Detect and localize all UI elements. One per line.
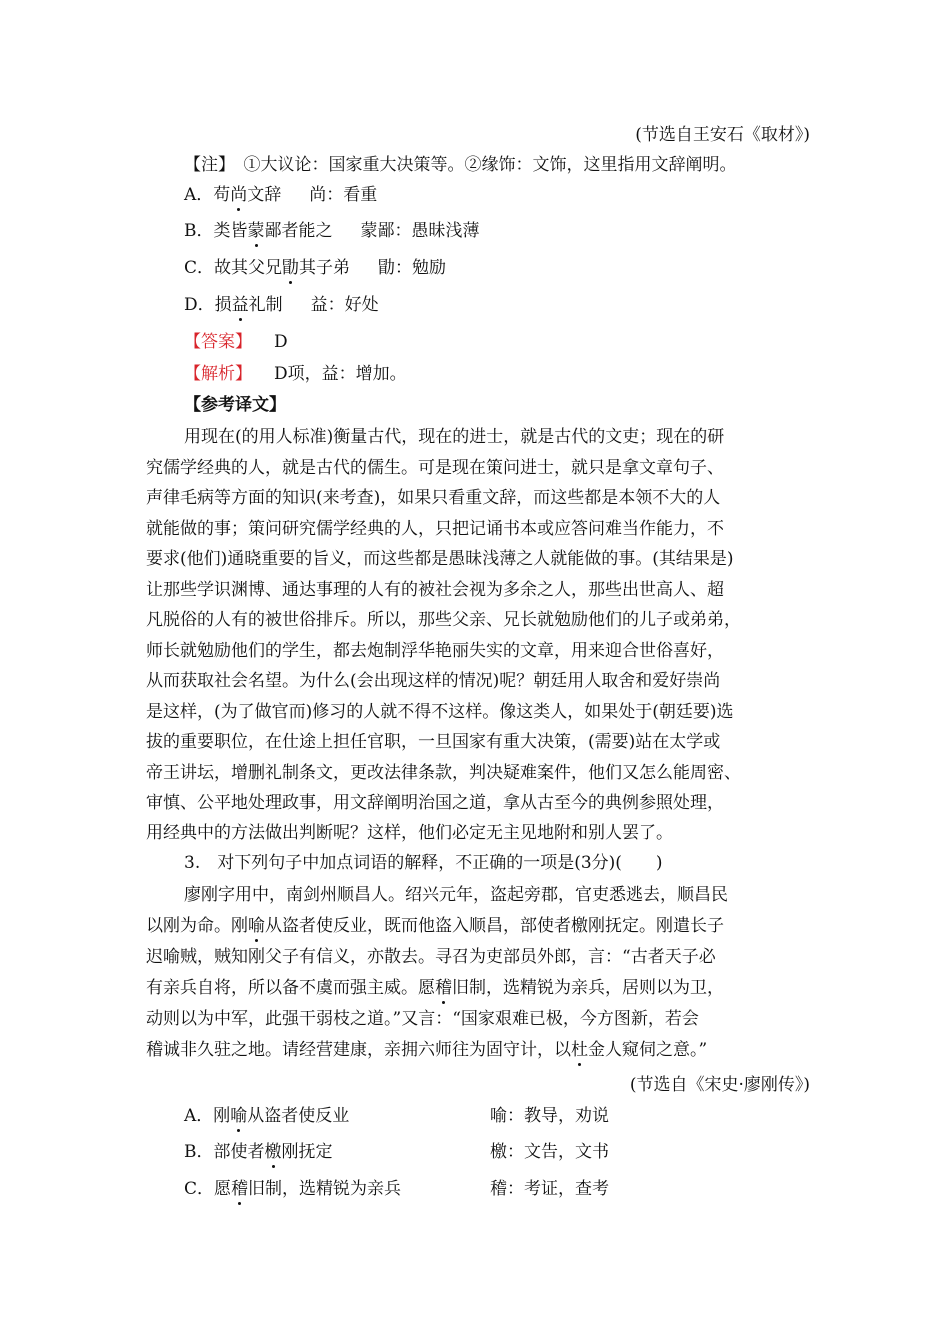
gloss: 喻：教导，劝说 xyxy=(490,1106,609,1126)
dotted-char: 檄 xyxy=(264,1142,282,1162)
translation-line: 用经典中的方法做出判断呢？这样，他们必定无主见地附和别人罢了。 xyxy=(146,823,673,843)
passage-line: 稽诚非久驻之地。请经营建康，亲拥六师往为固守计，以杜金人窥伺之意。” xyxy=(146,1040,708,1060)
passage-line: 动则以为中军，此强干弱枝之道。”又言：“国家艰难已极，今方图新，若会 xyxy=(146,1009,699,1029)
answer-value: D xyxy=(274,332,288,352)
q3-option-c: C．愿稽旧制，选精锐为亲兵 稽：考证，查考 xyxy=(184,1179,609,1199)
translation-heading: 【参考译文】 xyxy=(184,395,286,415)
translation-line: 用现在(的用人标准)衡量古代，现在的进士，就是古代的文吏；现在的研 xyxy=(184,427,725,447)
translation-line: 是这样，(为了做官而)修习的人就不得不这样。像这类人，如果处于(朝廷要)选 xyxy=(146,702,734,722)
dotted-char: 喻 xyxy=(230,1106,248,1126)
dotted-char: 杜 xyxy=(571,1040,588,1060)
translation-line: 师长就勉励他们的学生，都去炮制浮华艳丽失实的文章，用来迎合世俗喜好， xyxy=(146,641,724,661)
q3-option-b: B．部使者檄刚抚定 檄：文告，文书 xyxy=(184,1142,609,1162)
translation-line: 让那些学识渊博、通达事理的人有的被社会视为多余之人，那些出世高人、超 xyxy=(146,580,724,600)
gloss: 檄：文告，文书 xyxy=(490,1142,609,1162)
translation-line: 就能做的事；策问研究儒学经典的人，只把记诵书本或应答问难当作能力，不 xyxy=(146,519,724,539)
option-c: C．故其父兄勖其子弟 勖：勉励 xyxy=(184,258,447,278)
dotted-char: 蒙 xyxy=(247,221,265,241)
translation-line: 声律毛病等方面的知识(来考查)，如果只看重文辞，而这些都是本领不大的人 xyxy=(146,488,721,508)
translation-line: 要求(他们)通晓重要的旨义，而这些都是愚昧浅薄之人就能做的事。(其结果是) xyxy=(146,549,734,569)
dotted-char: 稽 xyxy=(231,1179,249,1199)
translation-line: 拔的重要职位，在仕途上担任官职，一旦国家有重大决策，(需要)站在太学或 xyxy=(146,732,721,752)
source-citation: (节选自王安石《取材》) xyxy=(635,125,810,145)
analysis-value: D项，益：增加。 xyxy=(274,364,407,384)
q3-option-a: A．刚喻从盗者使反业 喻：教导，劝说 xyxy=(184,1106,609,1126)
answer-label: 【答案】 xyxy=(184,332,252,352)
note: 【注】 ①大议论：国家重大决策等。②缘饰：文饰，这里指用文辞阐明。 xyxy=(184,155,737,175)
dotted-char: 勖 xyxy=(282,258,300,278)
analysis-label: 【解析】 xyxy=(184,364,252,384)
dotted-char: 稽 xyxy=(435,978,452,998)
dotted-char: 尚 xyxy=(230,185,248,205)
translation-line: 从而获取社会名望。为什么(会出现这样的情况)呢？朝廷用人取舍和爱好崇尚 xyxy=(146,671,721,691)
passage-line: 廖刚字用中，南剑州顺昌人。绍兴元年，盗起旁郡，官吏悉逃去，顺昌民 xyxy=(184,885,728,905)
option-b: B．类皆蒙鄙者能之 蒙鄙：愚昧浅薄 xyxy=(184,221,480,241)
dotted-char: 喻 xyxy=(248,916,265,936)
passage-line: 有亲兵自将，所以备不虞而强主威。愿稽旧制，选精锐为亲兵，居则以为卫， xyxy=(146,978,724,998)
dotted-char: 益 xyxy=(231,295,249,315)
option-d: D．损益礼制 益：好处 xyxy=(184,295,379,315)
source-citation-2: (节选自《宋史·廖刚传》) xyxy=(629,1075,810,1095)
option-a: A．苟尚文辞 尚：看重 xyxy=(184,185,378,205)
translation-line: 审慎、公平地处理政事，用文辞阐明治国之道，拿从古至今的典例参照处理， xyxy=(146,793,724,813)
question-3-stem: 3. 对下列句子中加点词语的解释，不正确的一项是(3分)( ) xyxy=(184,853,663,873)
analysis xyxy=(184,363,407,385)
translation-line: 究儒学经典的人，就是古代的儒生。可是现在策问进士，就只是拿文章句子、 xyxy=(146,458,724,478)
translation-line: 凡脱俗的人有的被世俗排斥。所以，那些父亲、兄长就勉励他们的儿子或弟弟， xyxy=(146,610,741,630)
passage-line: 迟喻贼，贼知刚父子有信义，亦散去。寻召为吏部员外郎，言：“古者天子必 xyxy=(146,947,716,967)
gloss: 稽：考证，查考 xyxy=(490,1179,609,1199)
passage-line: 以刚为命。刚喻从盗者使反业，既而他盗入顺昌，部使者檄刚抚定。刚遣长子 xyxy=(146,916,724,936)
answer xyxy=(184,331,288,353)
translation-line: 帝王讲坛，增删礼制条文，更改法律条款，判决疑难案件，他们又怎么能周密、 xyxy=(146,763,741,783)
